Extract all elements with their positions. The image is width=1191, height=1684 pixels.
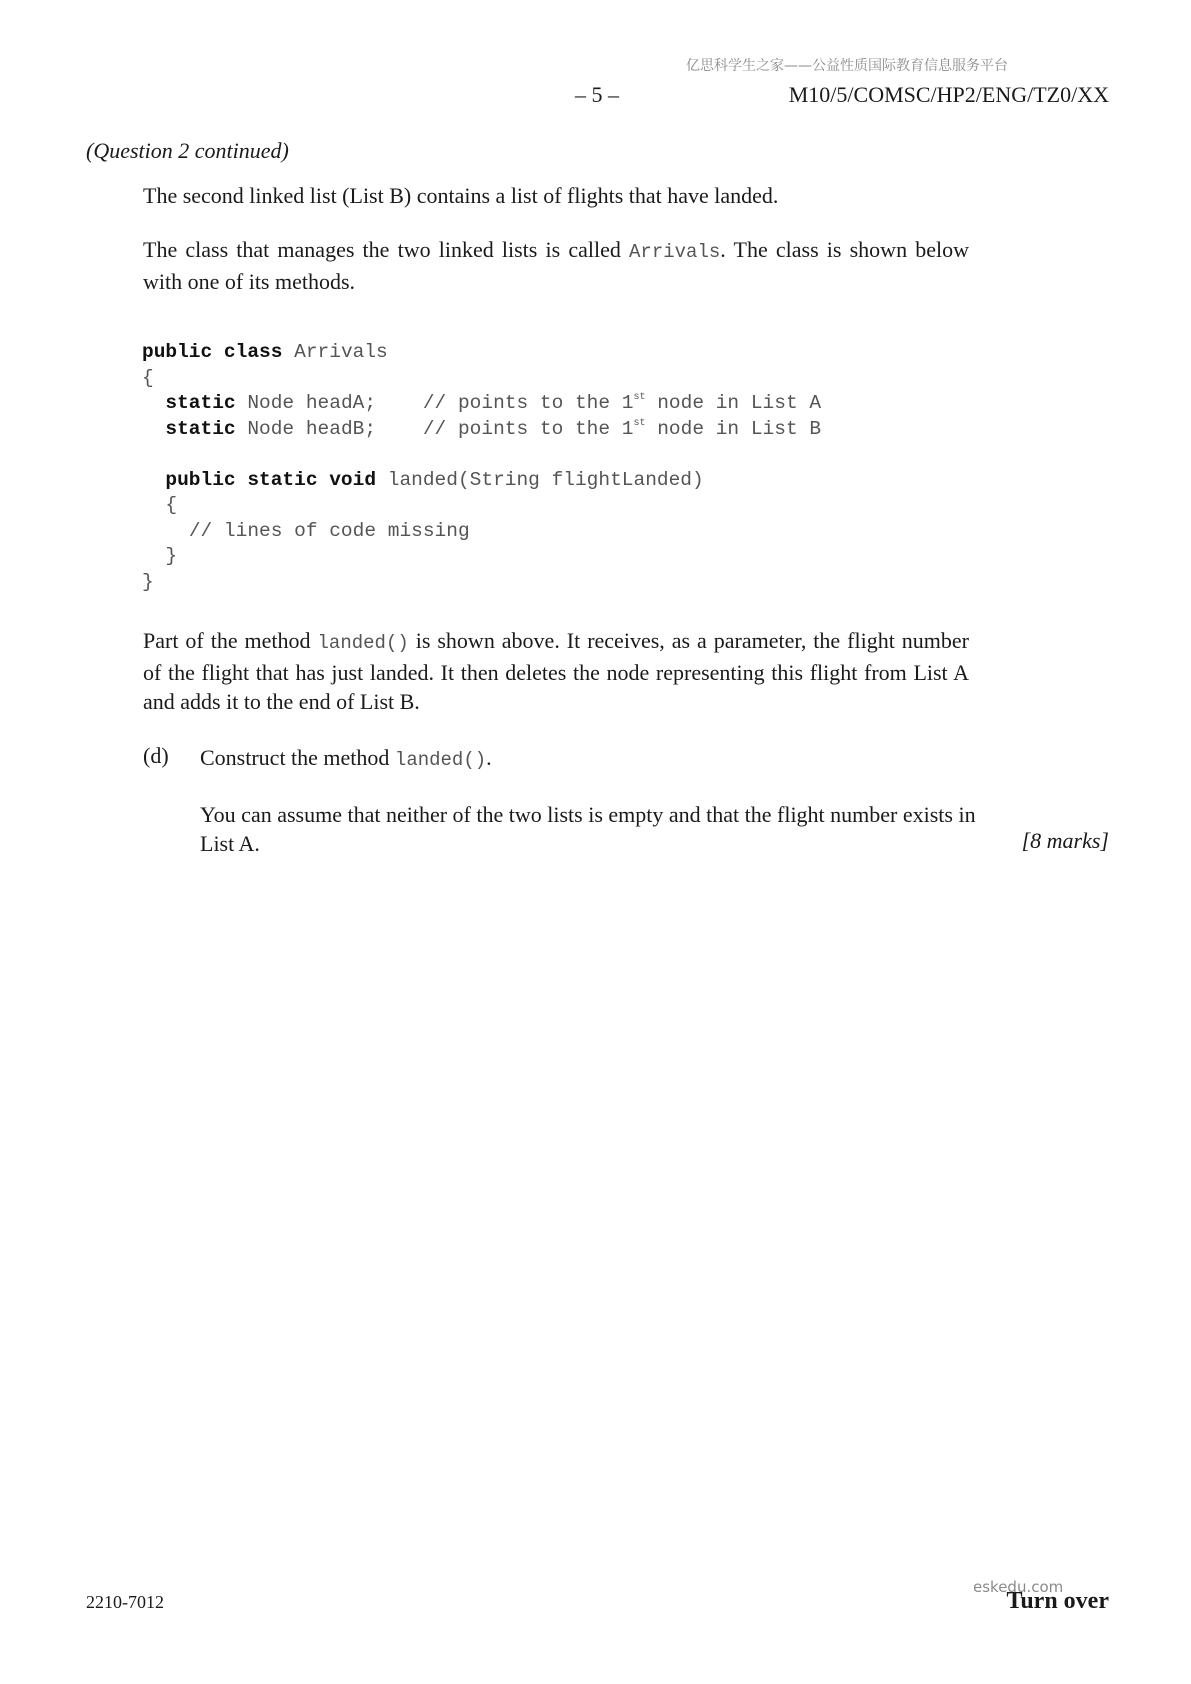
code-comment: // lines of code missing — [188, 519, 470, 542]
text: . — [486, 745, 492, 770]
code-text: Node headA; // points to the 1 — [235, 392, 634, 414]
ordinal-suffix: st — [633, 392, 646, 403]
text: is shown above. It receives, as a parameter, the flight number of the flight that has just landed. It then deletes the node representing this flight from List A and adds it to the end of List B. — [143, 628, 969, 714]
code-keyword: public class — [142, 341, 283, 363]
code-keyword: public static void — [165, 468, 377, 491]
method-description-paragraph — [143, 626, 969, 716]
code-text: { — [165, 494, 178, 516]
code-text: Node headB; // points to the 1 — [235, 417, 634, 440]
code-text: node in List B — [645, 417, 822, 440]
marks-label: [8 marks] — [1021, 828, 1109, 853]
class-description-paragraph — [143, 235, 969, 296]
question-d-label: (d) — [143, 743, 169, 768]
code-text: } — [165, 545, 178, 567]
code-text: } — [142, 570, 154, 593]
footer-code: 2210-7012 — [86, 1592, 164, 1612]
text: Construct the method — [200, 745, 395, 770]
text: . The class is shown below with one of its methods. — [143, 237, 969, 294]
question-continued-heading: (Question 2 continued) — [86, 138, 289, 163]
paper-code: M10/5/COMSC/HP2/ENG/TZ0/XX — [788, 82, 1109, 107]
code-text: Arrivals — [282, 341, 388, 363]
class-name-code: Arrivals — [629, 241, 721, 263]
text: Part of the method — [143, 628, 318, 653]
code-text: landed(String flightLanded) — [376, 468, 704, 491]
ordinal-suffix: st — [633, 417, 646, 429]
method-name-code: landed() — [394, 749, 487, 771]
code-text: { — [142, 366, 154, 389]
page-number: – 5 – — [575, 82, 619, 107]
code-listing — [142, 340, 821, 595]
top-watermark: 亿思科学生之家——公益性质国际教育信息服务平台 — [686, 58, 1008, 74]
list-b-paragraph: The second linked list (List B) contains a list of flights that have landed. — [143, 183, 779, 208]
question-d-assumption: You can assume that neither of the two lists is empty and that the flight number exists in List A. — [200, 802, 976, 856]
method-name-code: landed() — [317, 632, 409, 654]
code-keyword: static — [165, 417, 236, 440]
code-keyword: static — [165, 392, 236, 414]
question-d-text — [200, 743, 969, 775]
bottom-watermark: eskedu.com — [973, 1578, 1064, 1596]
turn-over-label: Turn over — [1006, 1588, 1109, 1614]
text: The class that manages the two linked lists is called — [143, 237, 630, 262]
code-text: node in List A — [645, 392, 822, 414]
